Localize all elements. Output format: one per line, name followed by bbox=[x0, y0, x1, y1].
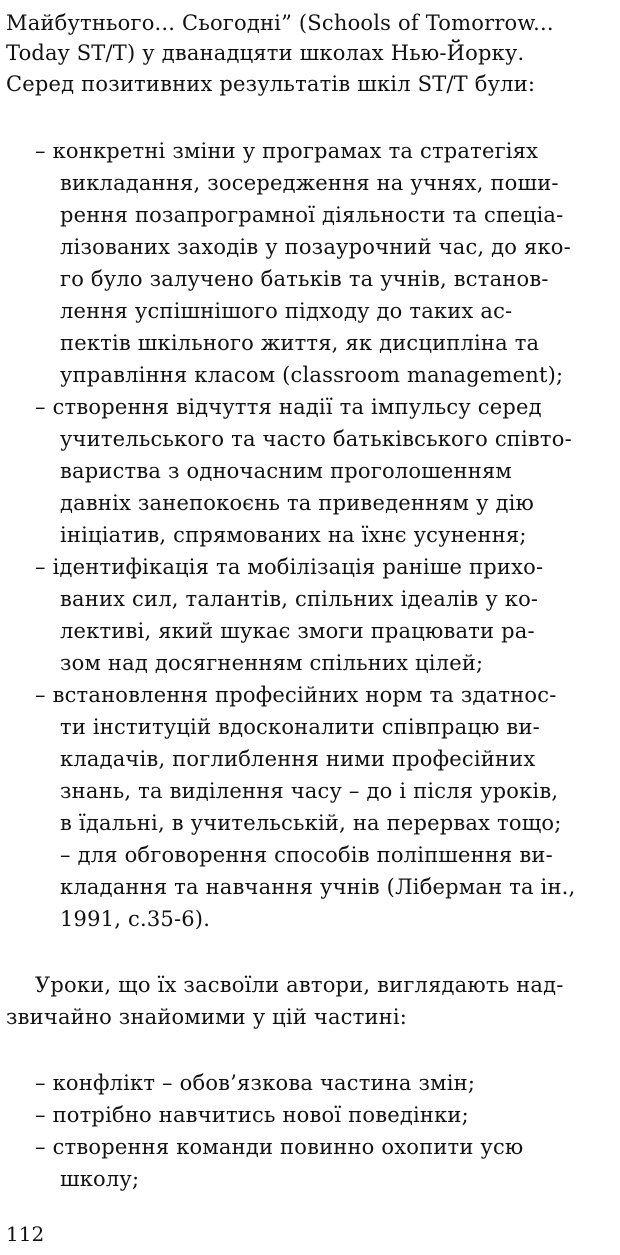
bullet-item-line: школу; bbox=[60, 1167, 140, 1191]
page-number: 112 bbox=[6, 1222, 45, 1246]
bullet-item-line: ваних сил, талантів, спільних ідеалів у ко- bbox=[60, 587, 539, 611]
bullet-item-line: учительського та часто батьківського співто- bbox=[60, 427, 572, 451]
bullet-item-line: лізованих заходів у позаурочний час, до яко- bbox=[60, 235, 571, 259]
bullet-item-line: лення успішнішого підходу до таких ас- bbox=[60, 299, 513, 323]
bullet-item-line: го було залучено батьків та учнів, встанов- bbox=[60, 267, 549, 291]
bullet-item-line: кладання та навчання учнів (Ліберман та ін., bbox=[60, 875, 576, 899]
intro-line: Майбутнього... Сьогодні” (Schools of Tomorrow... bbox=[6, 11, 554, 35]
intro-line: Серед позитивних результатів шкіл ST/T були: bbox=[6, 72, 536, 96]
bullet-item-line: – встановлення професійних норм та здатнос- bbox=[35, 683, 557, 707]
bullet-item-line: пектів шкільного життя, як дисципліна та bbox=[60, 331, 540, 355]
intro-line: Today ST/T) у дванадцяти школах Нью-Йорку. bbox=[6, 41, 525, 65]
bullet-item-line: – ідентифікація та мобілізація раніше прихо- bbox=[35, 555, 544, 579]
bullet-item-line: давніх занепокоєнь та приведенням у дію bbox=[60, 491, 535, 515]
bullet-item-line: рення позапрограмної діяльности та спеціа- bbox=[60, 203, 564, 227]
bullet-item-line: 1991, с.35-6). bbox=[60, 907, 211, 931]
bullet-item-line: лективі, який шукає змоги працювати ра- bbox=[60, 619, 535, 643]
bullet-item-line: – конфлікт – обов’язкова частина змін; bbox=[35, 1071, 476, 1095]
bullet-item-line: – створення команди повинно охопити усю bbox=[35, 1135, 524, 1159]
bullet-item-line: кладачів, поглиблення ними професійних bbox=[60, 747, 536, 771]
bullet-item-line: зом над досягненням спільних цілей; bbox=[60, 651, 484, 675]
bullet-item-line: – потрібно навчитись нової поведінки; bbox=[35, 1103, 469, 1127]
bullet-item-line: вариства з одночасним проголошенням bbox=[60, 459, 512, 483]
bullet-item-line: – створення відчуття надії та імпульсу серед bbox=[35, 395, 542, 419]
bullet-item-line: викладання, зосередження на учнях, поши- bbox=[60, 171, 559, 195]
bullet-item-line: управління класом (classroom management); bbox=[60, 363, 564, 387]
paragraph-line: Уроки, що їх засвоїли автори, виглядають над- bbox=[35, 973, 564, 997]
bullet-item-line: ти інституцій вдосконалити співпрацю ви- bbox=[60, 715, 540, 739]
bullet-item-line: – для обговорення способів поліпшення ви- bbox=[60, 843, 553, 867]
bullet-item-line: в їдальні, в учительській, на перервах тощо; bbox=[60, 811, 562, 835]
bullet-item-line: ініціатив, спрямованих на їхнє усунення; bbox=[60, 523, 527, 547]
paragraph-line: звичайно знайомими у цій частині: bbox=[6, 1005, 408, 1029]
bullet-item-line: – конкретні зміни у програмах та стратегіях bbox=[35, 139, 539, 163]
bullet-item-line: знань, та виділення часу – до і після уроків, bbox=[60, 779, 559, 803]
